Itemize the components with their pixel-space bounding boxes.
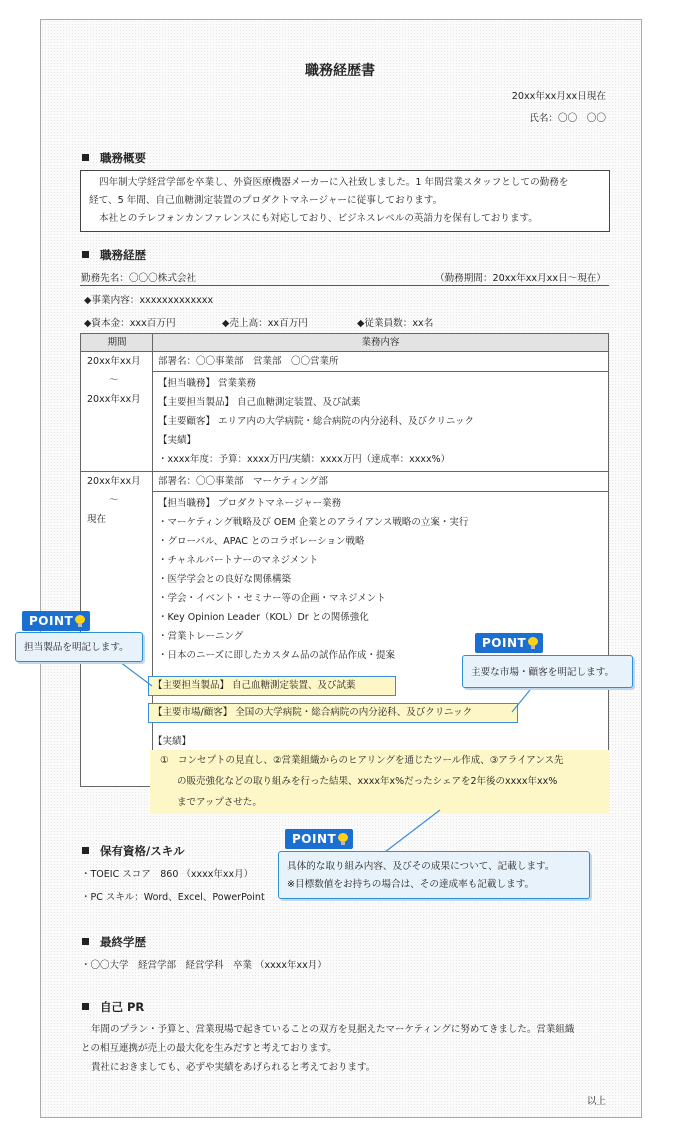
employees: ◆従業員数：xx名 bbox=[357, 318, 434, 329]
square-bullet-icon bbox=[82, 1003, 89, 1010]
summary-line: 本社とのテレフォンカンファレンスにも対応しており、ビジネスレベルの英語力を保有しております。 bbox=[99, 213, 538, 224]
connector-line bbox=[120, 662, 152, 686]
pr-line: 貴社におきましても、必ずや実績をあげられると考えております。 bbox=[91, 1062, 376, 1073]
period-tilde: ～ bbox=[109, 495, 119, 506]
results-label: 【実績】 bbox=[153, 736, 192, 747]
period-start: 20xx年xx月 bbox=[87, 476, 141, 487]
customers: 【主要顧客】 エリア内の大学病院・総合病院の内分泌科、及びクリニック bbox=[158, 416, 474, 427]
document-date: 20xx年xx月xx日現在 bbox=[511, 91, 606, 102]
column-header-content: 業務内容 bbox=[153, 334, 609, 352]
lightbulb-icon bbox=[528, 637, 538, 649]
point-tag: POINT bbox=[285, 829, 353, 849]
skill-item: ・PC スキル：Word、Excel、PowerPoint bbox=[81, 892, 265, 903]
pr-line: との相互連携が売上の最大化を生みだすと考えております。 bbox=[81, 1043, 337, 1054]
callout-results bbox=[278, 851, 590, 899]
results-line: ① コンセプトの見直し、②営業組織からのヒアリングを通じたツール作成、③アライアンス先 bbox=[160, 755, 564, 766]
lightbulb-icon bbox=[75, 615, 85, 627]
results: ・xxxx年度：予算：xxxx万円/実績：xxxx万円（達成率：xxxx%） bbox=[158, 454, 451, 465]
results-line: の販売強化などの取り組みを行った結果、xxxx年x%だったシェアを2年後のxxxx年xx% bbox=[177, 776, 558, 787]
applicant-name: 氏名：〇〇 〇〇 bbox=[529, 113, 606, 124]
duty: 【担当職務】 営業業務 bbox=[158, 378, 257, 389]
square-bullet-icon bbox=[82, 847, 89, 854]
task-item: ・営業トレーニング bbox=[158, 631, 244, 642]
skill-item: ・TOEIC スコア 860 （xxxx年xx月） bbox=[81, 869, 254, 880]
company-name: 勤務先名：〇〇〇株式会社 bbox=[81, 273, 197, 284]
closing-mark: 以上 bbox=[586, 1096, 606, 1107]
task-item: ・Key Opinion Leader（KOL）Dr との関係強化 bbox=[158, 612, 369, 623]
connector-line bbox=[385, 810, 440, 852]
task-item: ・日本のニーズに即したカスタム品の試作品作成・提案 bbox=[158, 650, 396, 661]
employment-period: （勤務期間：20xx年xx月xx日～現在） bbox=[435, 273, 606, 284]
period-end: 20xx年xx月 bbox=[87, 394, 141, 405]
results-line: までアップさせた。 bbox=[177, 797, 262, 808]
period-tilde: ～ bbox=[109, 375, 119, 386]
skills-heading: 保有資格/スキル bbox=[82, 843, 185, 859]
point-tag: POINT bbox=[22, 611, 90, 631]
sales: ◆売上高：xx百万円 bbox=[222, 318, 308, 329]
callout-products: 担当製品を明記します。 bbox=[15, 632, 143, 662]
column-header-period: 期間 bbox=[81, 334, 153, 352]
education-text: ・〇〇大学 経営学部 経営学科 卒業 （xxxx年xx月） bbox=[81, 960, 327, 971]
task-item: ・グローバル、APAC とのコラボレーション戦略 bbox=[158, 536, 365, 547]
summary-line: 経て、5 年間、自己血糖測定装置のプロダクトマネージャーに従事しております。 bbox=[89, 195, 443, 206]
callout-markets: 主要な市場・顧客を明記します。 bbox=[462, 655, 633, 688]
education-heading: 最終学歴 bbox=[82, 934, 146, 950]
products: 【主要担当製品】 自己血糖測定装置、及び試薬 bbox=[153, 680, 356, 691]
task-item: ・チャネルパートナーのマネジメント bbox=[158, 555, 319, 566]
square-bullet-icon bbox=[82, 938, 89, 945]
task-item: ・医学学会との良好な関係構築 bbox=[158, 574, 292, 585]
callout-text: ※目標数値をお持ちの場合は、その達成率も記載します。 bbox=[287, 879, 535, 890]
department: 部署名：〇〇事業部 営業部 〇〇営業所 bbox=[158, 356, 339, 367]
pr-heading: 自己 PR bbox=[82, 999, 144, 1015]
summary-line: 四年制大学経営学部を卒業し、外資医療機器メーカーに入社致しました。1 年間営業スタッフとしての勤務を bbox=[99, 177, 569, 188]
department: 部署名：〇〇事業部 マーケティング部 bbox=[158, 476, 328, 487]
point-tag: POINT bbox=[475, 633, 543, 653]
summary-heading: 職務概要 bbox=[82, 150, 146, 166]
markets: 【主要市場/顧客】 全国の大学病院・総合病院の内分泌科、及びクリニック bbox=[153, 707, 473, 718]
duty: 【担当職務】 プロダクトマネージャー業務 bbox=[158, 498, 342, 509]
task-item: ・マーケティング戦略及び OEM 企業とのアライアンス戦略の立案・実行 bbox=[158, 517, 469, 528]
callout-text: 具体的な取り組み内容、及びその成果について、記載します。 bbox=[287, 861, 555, 872]
task-item: ・学会・イベント・セミナー等の企画・マネジメント bbox=[158, 593, 386, 604]
pr-line: 年間のプラン・予算と、営業現場で起きていることの双方を見据えたマーケティングに努めてきました。営業組織 bbox=[91, 1024, 575, 1035]
results-label: 【実績】 bbox=[158, 435, 197, 446]
business-description: ◆事業内容：xxxxxxxxxxxxx bbox=[84, 295, 214, 306]
history-heading: 職務経歴 bbox=[82, 247, 146, 263]
products: 【主要担当製品】 自己血糖測定装置、及び試薬 bbox=[158, 397, 361, 408]
connector-line bbox=[512, 690, 530, 712]
page-title: 職務経歴書 bbox=[305, 63, 375, 79]
period-end: 現在 bbox=[87, 514, 107, 525]
lightbulb-icon bbox=[338, 833, 348, 845]
capital: ◆資本金：xxx百万円 bbox=[84, 318, 176, 329]
period-start: 20xx年xx月 bbox=[87, 356, 141, 367]
